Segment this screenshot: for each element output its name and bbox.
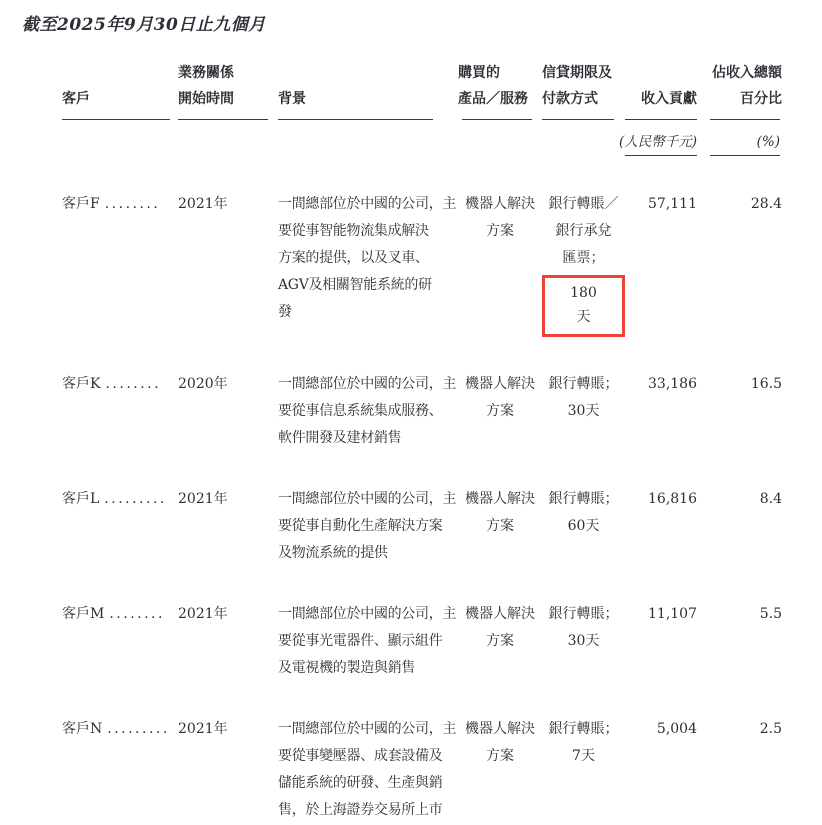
table-body (62, 191, 782, 824)
credit-terms-cell (542, 191, 625, 337)
credit-line: 銀行轉賬； (548, 376, 619, 392)
page-title: 截至2025年9月30日止九個月 (22, 15, 266, 35)
percent-value: 5.5 (759, 606, 782, 622)
product-line: 機器人解決 (465, 721, 535, 737)
credit-line: 銀行轉賬／ (548, 196, 619, 212)
product-cell (458, 601, 542, 655)
start-year: 2021年 (178, 196, 228, 212)
customer-cell (62, 371, 178, 398)
background-line: 要從事智能物流集成解決 (278, 223, 429, 239)
customer-label: 客戶L (62, 491, 100, 507)
credit-line: 7天 (572, 748, 595, 764)
col-header-revenue (625, 58, 697, 120)
start-time-cell (178, 601, 278, 628)
background-line: 軟件開發及建材銷售 (278, 430, 402, 446)
start-time-cell (178, 486, 278, 513)
background-line: 方案的提供，以及叉車、 (278, 250, 429, 266)
product-line: 方案 (486, 403, 514, 419)
customers-table (62, 58, 782, 825)
percent-cell (697, 716, 782, 743)
unit-sub-header (62, 120, 782, 158)
background-line: 一間總部位於中國的公司，主 (278, 491, 457, 507)
start-year: 2021年 (178, 491, 228, 507)
background-line: 要從事自動化生產解決方案 (278, 518, 443, 534)
col-header-product-line1: 購買的 (458, 65, 500, 81)
credit-terms-cell (542, 716, 625, 770)
product-line: 方案 (486, 748, 514, 764)
col-header-percent (697, 58, 782, 120)
col-header-percent-line2: 百分比 (740, 91, 782, 107)
percent-value: 28.4 (750, 196, 782, 212)
credit-line: 銀行承兌 (555, 223, 612, 239)
customer-label: 客戶M (62, 606, 105, 622)
background-line: 要從事信息系統集成服務、 (278, 403, 443, 419)
product-cell (458, 371, 542, 425)
revenue-cell (625, 371, 697, 398)
product-line: 方案 (486, 223, 514, 239)
background-line: 售，於上海證券交易所上市 (278, 802, 443, 818)
revenue-value: 5,004 (656, 721, 697, 737)
product-line: 機器人解決 (465, 491, 535, 507)
col-header-credit (542, 58, 625, 120)
credit-line: 60天 (567, 518, 600, 534)
credit-line: 30天 (567, 633, 600, 649)
background-line: 一間總部位於中國的公司，主 (278, 606, 457, 622)
credit-line: 30天 (567, 403, 600, 419)
background-line: 一間總部位於中國的公司，主 (278, 376, 457, 392)
percent-cell (697, 191, 782, 218)
start-year: 2021年 (178, 606, 228, 622)
customer-cell (62, 486, 178, 513)
background-cell (278, 486, 458, 567)
start-year: 2021年 (178, 721, 228, 737)
background-line: 要從事光電器件、顯示組件 (278, 633, 443, 649)
table-row (62, 716, 782, 824)
background-line: AGV及相關智能系統的研 (278, 277, 432, 293)
credit-terms-cell (542, 371, 625, 425)
dot-leader: ........ (105, 376, 162, 392)
customer-cell (62, 716, 178, 743)
col-header-product (458, 58, 542, 120)
background-cell (278, 371, 458, 452)
product-line: 機器人解決 (465, 196, 535, 212)
revenue-value: 33,186 (648, 376, 697, 392)
unit-rule (710, 155, 780, 156)
customer-cell (62, 601, 178, 628)
background-line: 一間總部位於中國的公司，主 (278, 721, 457, 737)
percent-cell (697, 601, 782, 628)
col-header-customer (62, 58, 178, 120)
customer-label: 客戶N (62, 721, 103, 737)
percent-unit-label: (%) (756, 134, 780, 150)
dot-leader: ........ (104, 196, 161, 212)
revenue-cell (625, 601, 697, 628)
product-line: 方案 (486, 633, 514, 649)
product-cell (458, 191, 542, 245)
product-cell (458, 486, 542, 540)
col-header-product-line2: 產品／服務 (458, 91, 528, 107)
dot-leader: ......... (104, 491, 167, 507)
dot-leader: ......... (107, 721, 170, 737)
background-cell (278, 191, 458, 326)
credit-term-highlight (542, 275, 625, 337)
col-header-start-line1: 業務關係 (178, 65, 234, 81)
revenue-value: 57,111 (648, 196, 697, 212)
credit-line: 銀行轉賬； (548, 491, 619, 507)
table-header (62, 58, 782, 120)
percent-value: 8.4 (759, 491, 782, 507)
background-line: 發 (278, 304, 292, 320)
revenue-value: 16,816 (648, 491, 697, 507)
customer-label: 客戶K (62, 376, 101, 392)
revenue-cell (625, 191, 697, 218)
revenue-unit-label: (人民幣千元) (618, 134, 697, 150)
background-line: 要從事變壓器、成套設備及 (278, 748, 443, 764)
col-header-background-label: 背景 (278, 91, 306, 107)
background-line: 及電視機的製造與銷售 (278, 660, 415, 676)
background-line: 一間總部位於中國的公司，主 (278, 196, 457, 212)
table-row (62, 486, 782, 567)
start-year: 2020年 (178, 376, 228, 392)
credit-line: 銀行轉賬； (548, 721, 619, 737)
col-header-credit-line2: 付款方式 (542, 91, 598, 107)
credit-terms-cell (542, 601, 625, 655)
col-header-revenue-label: 收入貢獻 (641, 91, 697, 107)
percent-cell (697, 371, 782, 398)
col-header-background (278, 58, 458, 120)
col-header-start-line2: 開始時間 (178, 91, 234, 107)
unit-rule (625, 155, 697, 156)
background-line: 及物流系統的提供 (278, 545, 388, 561)
credit-line: 銀行轉賬； (548, 606, 619, 622)
product-line: 機器人解決 (465, 376, 535, 392)
dot-leader: ........ (109, 606, 165, 622)
start-time-cell (178, 371, 278, 398)
percent-value: 2.5 (759, 721, 782, 737)
revenue-cell (625, 486, 697, 513)
start-time-cell (178, 716, 278, 743)
product-line: 方案 (486, 518, 514, 534)
col-header-credit-line1: 信貸期限及 (542, 65, 612, 81)
highlight-annotation-box: 180天 (542, 275, 625, 337)
customer-cell (62, 191, 178, 218)
revenue-value: 11,107 (648, 606, 697, 622)
background-cell (278, 601, 458, 682)
background-line: 儲能系統的研發、生產與銷 (278, 775, 443, 791)
col-header-customer-label: 客戶 (62, 91, 90, 107)
percent-cell (697, 486, 782, 513)
col-header-percent-line1: 佔收入總額 (712, 65, 782, 81)
percent-value: 16.5 (750, 376, 782, 392)
table-row (62, 191, 782, 337)
product-line: 機器人解決 (465, 606, 535, 622)
col-header-start-time (178, 58, 278, 120)
background-cell (278, 716, 458, 824)
table-row (62, 371, 782, 452)
table-row (62, 601, 782, 682)
product-cell (458, 716, 542, 770)
credit-terms-cell (542, 486, 625, 540)
credit-line: 匯票； (562, 250, 605, 266)
revenue-cell (625, 716, 697, 743)
start-time-cell (178, 191, 278, 218)
customer-label: 客戶F (62, 196, 100, 212)
